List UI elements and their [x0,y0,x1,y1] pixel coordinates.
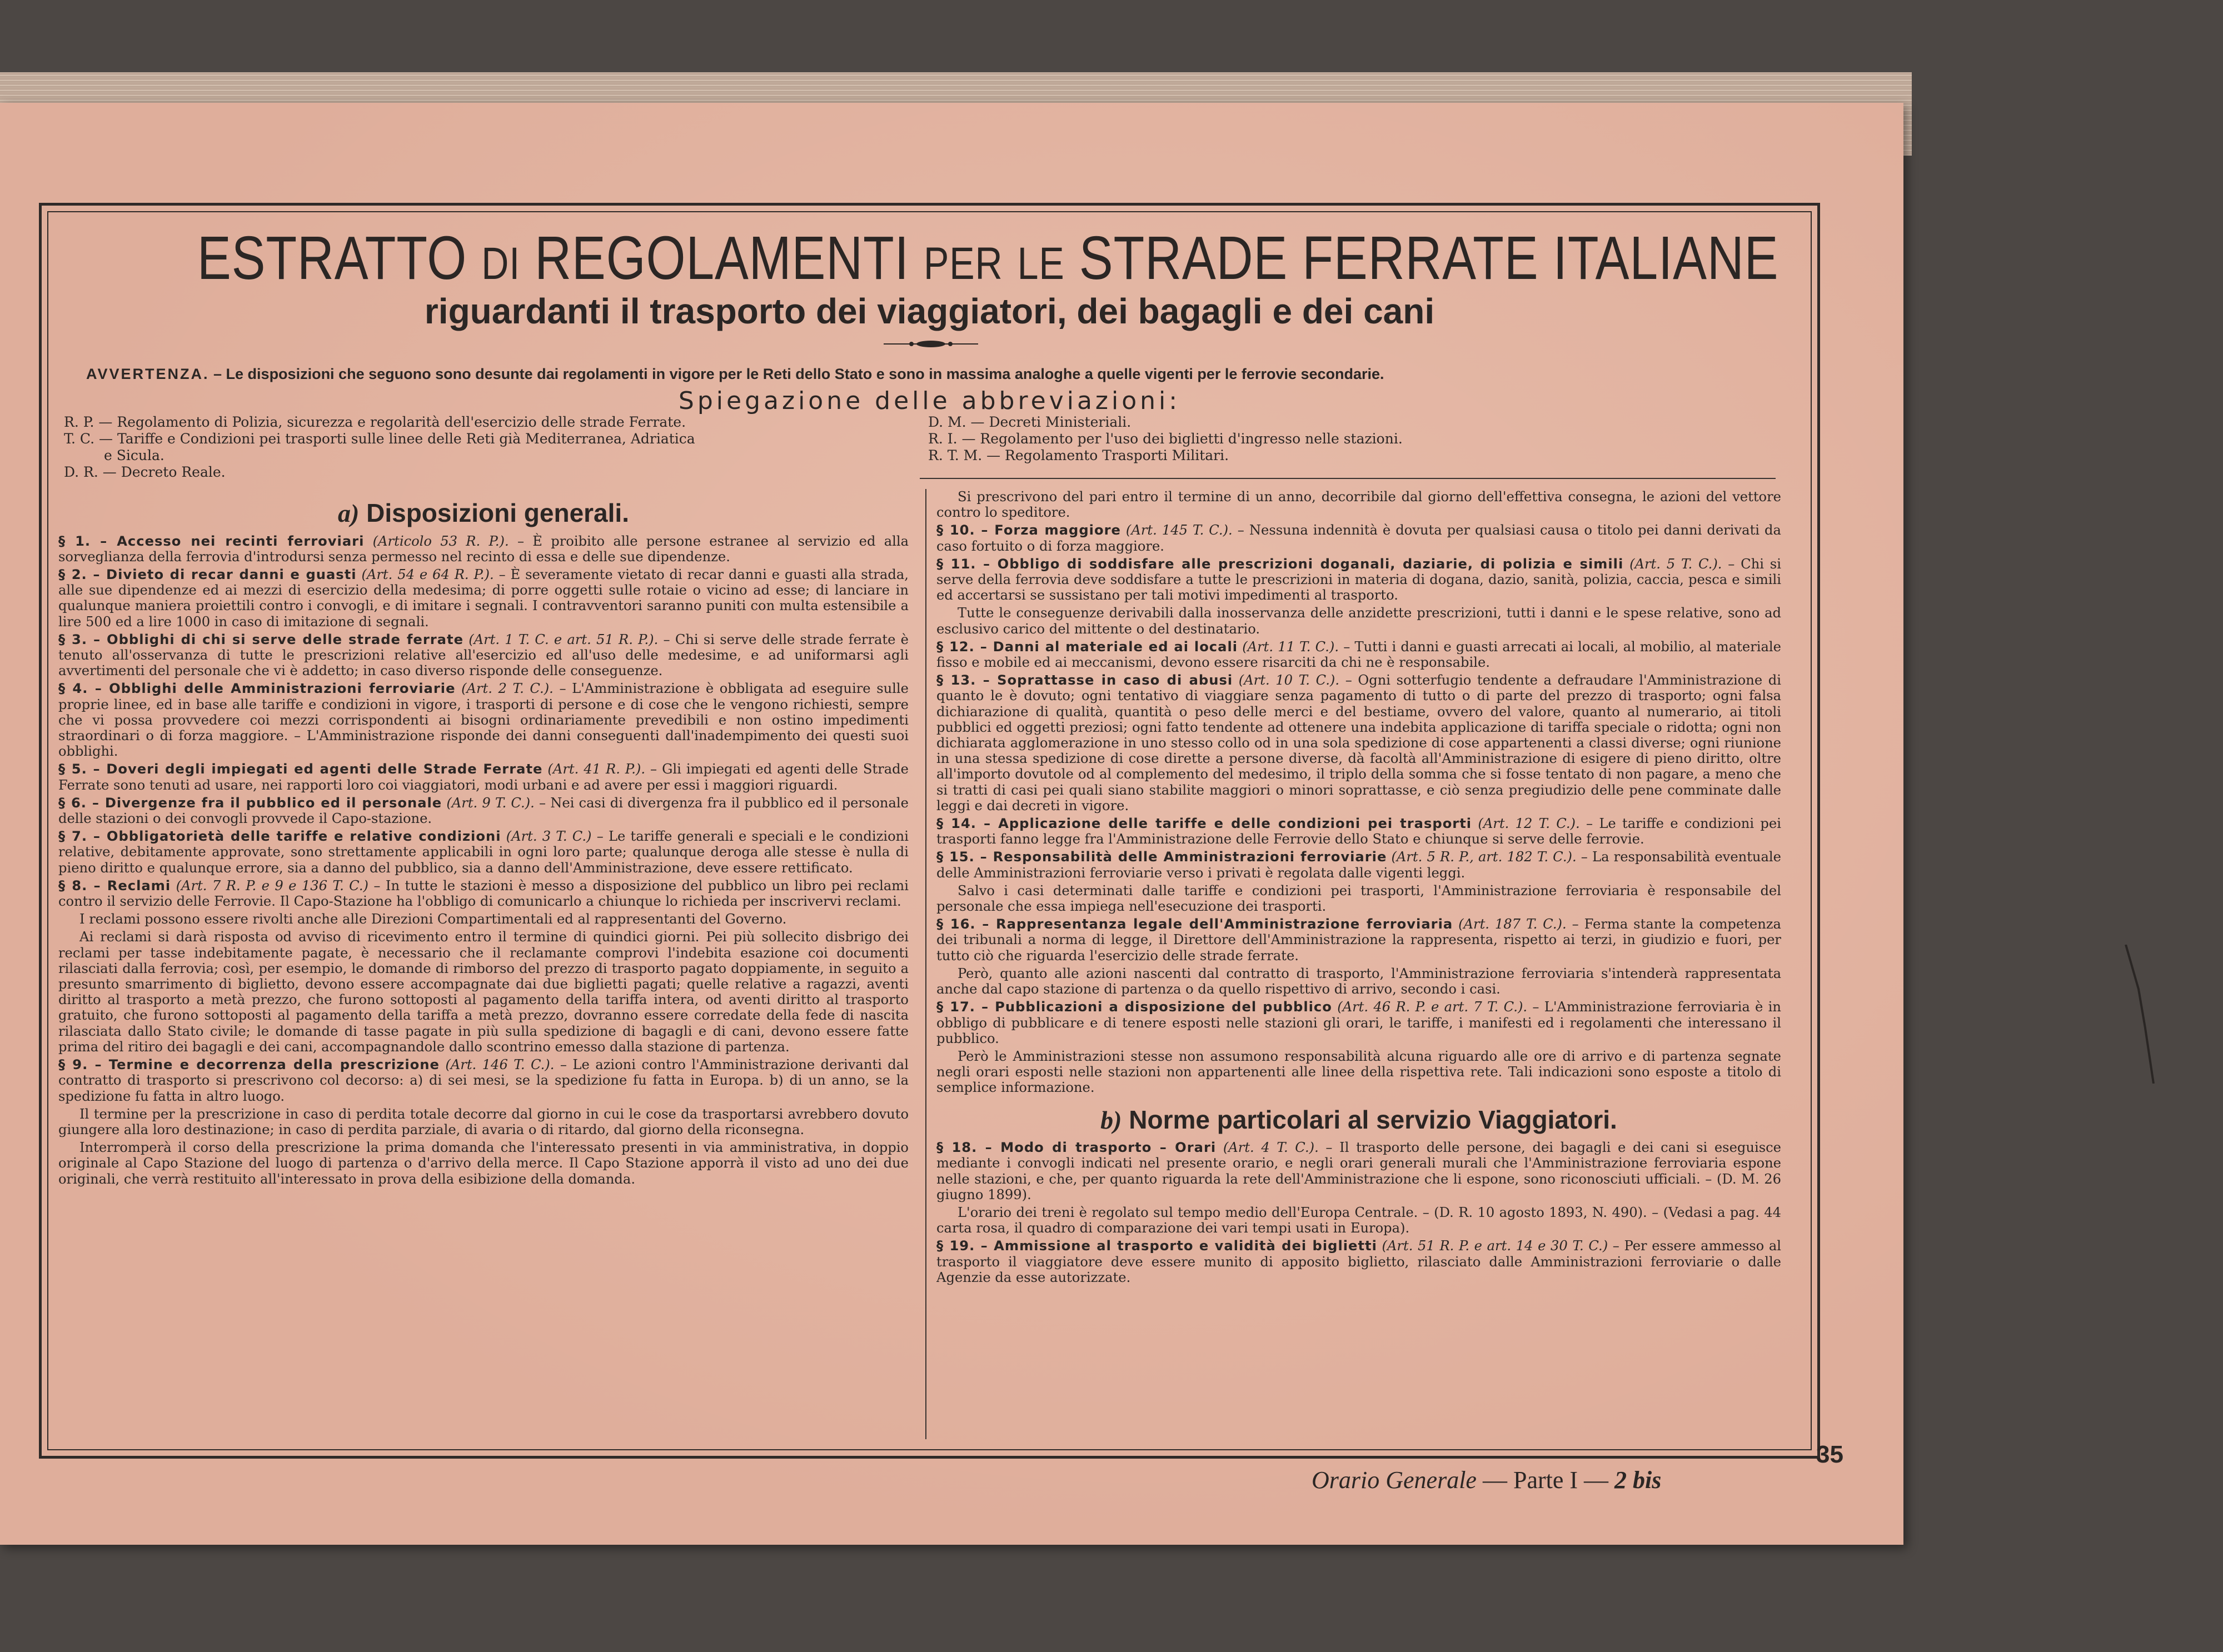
section-b-heading: b) Norme particolari al servizio Viaggiatori. [1100,1105,1617,1134]
paragraph-body: – L'Amministrazione ferroviaria è in obbligo di pubblicare e di tenere esposti nelle stazioni gli orari, le tariffe, i manifesti ed i regolamenti che interessano il pubblico. [936,999,1781,1046]
article-reference: (Articolo 53 R. P.). [372,533,509,549]
paragraph-heading: § 8. – Reclami [58,877,171,894]
article-reference: (Art. 4 T. C.). [1223,1140,1319,1156]
paragraph-body: Tutte le conseguenze derivabili dalla inosservanza delle anzidette prescrizioni, tutti i danni e le spese relative, sono ad esclusivo carico del mittente o del destinatario. [936,605,1781,637]
paragraph-body: – Tutti i danni e guasti arrecati ai locali, al mobilio, al materiale fisso e mobile ed ai meccanismi, devono essere risarciti da chi ne è responsabile. [936,638,1781,671]
article-reference: (Art. 5 R. P., art. 182 T. C.). [1391,849,1577,865]
regulation-paragraph [936,1140,1781,1202]
paragraph-body: – Nessuna indennità è dovuta per qualsiasi causa o titolo pei danni derivati da caso fortuito o di forza maggiore. [936,522,1781,554]
paragraph-heading: § 9. – Termine e decorrenza della prescrizione [58,1057,440,1073]
article-reference: (Art. 10 T. C.). [1238,672,1340,688]
paragraph-body: – Nei casi di divergenza fra il pubblico ed il personale delle stazioni o dei convogli provvede il Capo-stazione. [58,795,909,827]
paragraph-body: Però, quanto alle azioni nascenti dal contratto di trasporto, l'Amministrazione ferroviaria s'intenderà rappresentata anche dal capo stazione di partenza o da quello rispettivo di arrivo, secondo i casi. [936,965,1781,997]
article-reference: (Art. 1 T. C. e art. 51 R. P.). [468,631,659,647]
paragraph-heading: § 4. – Obblighi delle Amministrazioni ferroviarie [58,681,456,697]
regulation-paragraph [936,816,1781,847]
warning-notice [86,366,1770,383]
regulation-paragraph [58,878,909,909]
paragraph-heading: § 14. – Applicazione delle tariffe e delle condizioni pei trasporti [936,816,1472,832]
abbreviation-item: D. R. — Decreto Reale. [64,464,226,480]
left-column [58,489,909,1439]
regulation-paragraph [58,567,909,630]
paragraph-body: – Per essere ammesso al trasporto il viaggiatore deve essere munito di apposito biglietto, rilasciato dalle Amministrazioni ferroviarie o dalle Agenzie da esse autorizzate. [936,1238,1781,1285]
regulation-paragraph [58,761,909,792]
regulation-paragraph [936,1049,1781,1096]
regulation-paragraph [58,911,909,927]
page-title: ESTRATTO DI REGOLAMENTI PER LE STRADE FERRATE ITALIANE [197,224,1779,292]
regulation-paragraph [936,605,1781,636]
paragraph-body: Ai reclami si darà risposta od avviso di ricevimento entro il termine di quindici giorni. Pei più sollecito disbrigo dei reclami per tasse indebitamente pagate, è necessario che il reclamante comprovi l'indebita esazione coi documenti rilasciati dalla ferrovia; così, per esempio, le domande di rimborso del prezzo di trasporto pagato doppiamente, in seguito a presunto smarrimento di biglietto, devono essere accompagnate dai due biglietti pagati; quelle relative a ragazzi, aventi diritto al trasporto a metà prezzo, che furono sottoposti al pagamento della tariffa intera, od aventi diritto al trasporto gratuito, che furono sottoposti al pagamento della tariffa a metà prezzo, dovranno essere corredate della fede di nascita rilasciata dallo Stato civile; le domande di tasse pagate in più sulla spedizione di bagagli e di cani, devono essere fatte prima del ritiro dei bagagli e dei cani, accompagnandole dallo scontrino emesso dalla stazione di partenza. [58,929,909,1055]
paragraph-heading: § 15. – Responsabilità delle Amministrazioni ferroviarie [936,849,1387,865]
regulation-paragraph [936,1238,1781,1285]
running-footer: Orario Generale — Parte I — 2 bis [1312,1466,1662,1494]
paragraph-body: – È severamente vietato di recar danni e guasti alla strada, alle sue dipendenze ed ai mezzi di esercizio della medesima; di porre oggetti sulle rotaie o vicino ad esse; di lanciare in qualunque maniera proiettili contro i convogli, e di imitare i segnali. I contravventori saranno puniti con multa estensibile a lire 500 ed a lire 1000 in caso di imitazione di segnali. [58,567,909,630]
article-reference: (Art. 187 T. C.). [1458,916,1567,932]
paragraph-heading: § 12. – Danni al materiale ed ai locali [936,638,1238,655]
regulation-paragraph [936,556,1781,603]
paragraph-body: I reclami possono essere rivolti anche alle Direzioni Compartimentali ed al rappresentanti del Governo. [79,911,787,927]
paragraph-body: Interromperà il corso della prescrizione la prima domanda che l'interessato presenti in via amministrativa, in doppio originale al Capo Stazione del luogo di partenza o d'arrivo della merce. Il Capo Stazione apporrà il visto ad uno dei due originali, che verrà restituito all'interessato in prova della esibizione della domanda. [58,1140,909,1187]
article-reference: (Art. 51 R. P. e art. 14 e 30 T. C.) [1382,1238,1608,1254]
warning-label: AVVERTENZA. [86,366,210,382]
paragraph-heading: § 5. – Doveri degli impiegati ed agenti delle Strade Ferrate [58,761,543,777]
abbreviation-item: T. C. — Tariffe e Condizioni pei trasporti sulle linee delle Reti già Mediterranea, Adriatica [64,431,695,447]
paragraph-body: – Le azioni contro l'Amministrazione derivanti dal contratto di trasporto si prescrivono col decorso: a) di sei mesi, se la spedizione fu fatta in Europa. b) di un anno, se la spedizione fu fatta in altro luogo. [58,1057,909,1104]
column-divider [925,489,926,1439]
paragraph-heading: § 1. – Accesso nei recinti ferroviari [58,533,365,549]
abbreviations-right [928,414,1762,464]
regulation-paragraph [58,795,909,826]
paragraph-body: – La responsabilità eventuale delle Amministrazioni ferroviarie verso i privati è regolata dalle vigenti leggi. [936,849,1781,881]
regulation-paragraph [936,849,1781,880]
paragraph-body: – Chi si serve della ferrovia deve soddisfare a tutte le prescrizioni in materia di dogana, dazio, sanità, polizia, caccia, pesca e simili ed accertarsi se sussistano per tali motivi impedimenti al trasporto. [936,556,1781,603]
regulation-paragraph [936,489,1781,520]
paragraph-body: – Ferma stante la competenza dei tribunali a norma di legge, il Direttore dell'Amministrazione la rappresenta, rispetto ai terzi, in giudizio e fuori, per tutto ciò che riguarda l'esercizio delle strade ferrate. [936,916,1781,964]
paragraph-body: Si prescrivono del pari entro il termine di un anno, decorribile dal giorno dell'effettiva consegna, le azioni del vettore contro lo speditore. [936,489,1781,521]
paragraph-body: – L'Amministrazione è obbligata ad eseguire sulle proprie linee, ed in base alle tariffe e condizioni in vigore, i trasporti di persone e di cose che le vengono richiesti, sempre che vi possa provvedere coi mezzi corrispondenti ai bisogni ordinariamente prevedibili e non ostino impedimenti straordinari o di forza maggiore. – L'Amministrazione risponde dei danni conseguenti dall'inadempimento dei questi suoi obblighi. [58,681,909,760]
abbreviation-item: R. T. M. — Regolamento Trasporti Militari. [928,447,1229,463]
article-reference: (Art. 5 T. C.). [1629,556,1722,572]
article-reference: (Art. 7 R. P. e 9 e 136 T. C.) [176,877,368,894]
regulation-paragraph [936,522,1781,553]
paragraph-body: – Chi si serve delle strade ferrate è tenuto all'osservanza di tutte le prescrizioni relative all'esercizio ed all'uso delle medesime, e ad uniformarsi agli avvertimenti del personale che vi è addetto; in caso diverso risponde delle conseguenze. [58,631,909,679]
paragraph-body: L'orario dei treni è regolato sul tempo medio dell'Europa Centrale. – (D. R. 10 agosto 1893, N. 490). – (Vedasi a pag. 44 carta rosa, il quadro di comparazione dei vari tempi usati in Europa). [936,1204,1781,1236]
article-reference: (Art. 12 T. C.). [1478,816,1580,832]
regulation-paragraph [936,966,1781,997]
paragraph-body: – È proibito alle persone estranee al servizio ed alla sorveglianza della ferrovia d'introdursi senza permesso nel recinto di essa e delle sue dipendenze. [58,533,909,565]
abbreviation-item: e Sicula. [104,447,165,463]
page-tear-mark-icon [2123,945,2156,1084]
regulation-paragraph [58,1106,909,1137]
page-subtitle: riguardanti il trasporto dei viaggiatori, dei bagagli e dei cani [424,291,1435,331]
warning-text: – Le disposizioni che seguono sono desunte dai regolamenti in vigore per le Reti dello Stato e sono in massima analoghe a quelle vigenti per le ferrovie secondarie. [213,366,1384,382]
regulation-paragraph [58,632,909,679]
article-reference: (Art. 146 T. C.). [445,1057,555,1073]
regulation-paragraph [936,672,1781,813]
regulation-paragraph [936,1205,1781,1236]
paragraph-heading: § 13. – Soprattasse in caso di abusi [936,672,1233,688]
paragraph-heading: § 7. – Obbligatorietà delle tariffe e relative condizioni [58,829,501,845]
paragraph-body: – In tutte le stazioni è messo a disposizione del pubblico un libro pei reclami contro il servizio delle Ferrovie. Il Capo-Stazione ha l'obbligo di comunicarlo a chiunque lo richieda per inscrivervi reclami. [58,877,909,910]
paragraph-heading: § 6. – Divergenze fra il pubblico ed il personale [58,795,442,811]
regulation-paragraph [936,999,1781,1046]
right-column [936,489,1781,1439]
regulation-paragraph [936,916,1781,964]
paragraph-heading: § 18. – Modo di trasporto – Orari [936,1140,1217,1156]
paragraph-body: – Il trasporto delle persone, dei bagagli e dei cani si eseguisce mediante i convogli indicati nel presente orario, e negli orari generali murali che l'Amministrazione ferroviaria espone nelle stazioni, e che, per quanto riguarda la rete dell'Amministrazione che li espone, sono riconosciuti ufficiali. – (D. M. 26 giugno 1899). [936,1140,1781,1202]
paragraph-heading: § 2. – Divieto di recar danni e guasti [58,567,357,582]
article-reference: (Art. 145 T. C.). [1125,522,1233,538]
paragraph-body: Però le Amministrazioni stesse non assumono responsabilità alcuna riguardo alle ore di arrivo e di partenza segnate negli orari esposti nelle stazioni non appartenenti alle linee della rispettiva rete. Tali indicazioni sono esposte a titolo di semplice informazione. [936,1048,1781,1096]
regulation-paragraph [58,681,909,759]
paragraph-heading: § 11. – Obbligo di soddisfare alle prescrizioni doganali, daziarie, di polizia e simili [936,556,1624,572]
regulation-paragraph [58,929,909,1055]
regulation-paragraph [58,1140,909,1187]
regulation-paragraph [58,533,909,565]
article-reference: (Art. 2 T. C.). [461,681,554,697]
paragraph-body: – Gli impiegati ed agenti delle Strade Ferrate sono tenuti ad usare, nei rapporti loro coi viaggiatori, modi urbani e ad avere per essi i maggiori riguardi. [58,761,909,793]
regulation-paragraph [58,1057,909,1104]
abbreviations-left [64,414,914,481]
article-reference: (Art. 46 R. P. e art. 7 T. C.). [1337,999,1528,1015]
article-reference: (Art. 3 T. C.) [506,829,592,845]
horizontal-rule [920,478,1776,479]
paragraph-heading: § 17. – Pubblicazioni a disposizione del pubblico [936,999,1332,1015]
regulation-paragraph [936,639,1781,670]
article-reference: (Art. 54 e 64 R. P.). [361,567,494,582]
article-reference: (Art. 9 T. C.). [446,795,535,811]
abbreviation-item: R. I. — Regolamento per l'uso dei biglietti d'ingresso nelle stazioni. [928,431,1403,447]
abbreviation-item: D. M. — Decreti Ministeriali. [928,414,1132,430]
paragraph-heading: § 3. – Obblighi di chi si serve delle strade ferrate [58,631,463,647]
paragraph-heading: § 16. – Rappresentanza legale dell'Amministrazione ferroviaria [936,916,1453,932]
paragraph-body: – Ogni sotterfugio tendente a defraudare l'Amministrazione di quanto le è dovuto; ogni tentativo di viaggiare senza pagamento di tutto o di parte del prezzo di trasporto; ogni falsa dichiarazione di qualità, quantità o peso delle merci e del bestiame, ovvero del valore, quanto al numerario, ai titoli pubblici ed oggetti preziosi; ogni fatto tendente ad ottenere una indebita applicazione di tariffa speciale o ridotta; ogni non dichiarata agglomerazione in uno stesso collo od in una sola spedizione di cose appartenenti a classi diverse; ogni riunione in una stessa spedizione di cose dirette a persone diverse, dà facoltà all'Amministrazione di esigere di pieno diritto, oltre all'importo dovutole od al complemento del medesimo, il triplo della somma che si fosse tentato di non pagare, a meno che si tratti di casi pei quali siano stabilite maggiori o minori soprattasse, e ciò senza pregiudizio delle pene comminate dalle leggi e dai decreti in vigore. [936,672,1781,813]
abbreviation-item: R. P. — Regolamento di Polizia, sicurezza e regolarità dell'esercizio delle strade Ferrate. [64,414,686,430]
paragraph-body: – Le tariffe e condizioni pei trasporti fanno legge fra l'Amministrazione delle Ferrovie dello Stato e chiunque si serve delle ferrovie. [936,816,1781,847]
page-number: 35 [1816,1441,1843,1468]
paragraph-body: Salvo i casi determinati dalle tariffe e condizioni pei trasporti, l'Amministrazione ferroviaria è responsabile del personale che essa impiega nell'esecuzione dei trasporti. [936,882,1781,915]
paragraph-heading: § 10. – Forza maggiore [936,522,1121,538]
ornament-divider-icon [884,340,978,348]
abbreviations-title: Spiegazione delle abbreviazioni: [678,387,1181,415]
paragraph-body: – Le tariffe generali e speciali e le condizioni relative, debitamente approvate, sono strettamente applicabili in ogni loro parte; qualunque deroga alle stesse è nulla di pieno diritto e qualunque errore, sia a danno del pubblico, sia a danno dell'Amministrazione, deve essere rettificato. [58,829,909,876]
section-a-heading: a) Disposizioni generali. [338,498,629,527]
paragraph-body: Il termine per la prescrizione in caso di perdita totale decorre dal giorno in cui le cose da trasportarsi avrebbero dovuto giungere alla loro destinazione; in caso di perdita parziale, di avaria o di ritardo, dal giorno della riconsegna. [58,1106,909,1137]
paragraph-heading: § 19. – Ammissione al trasporto e validità dei biglietti [936,1238,1377,1254]
article-reference: (Art. 11 T. C.). [1242,638,1339,655]
article-reference: (Art. 41 R. P.). [547,761,646,777]
regulation-paragraph [936,883,1781,914]
regulation-paragraph [58,829,909,876]
